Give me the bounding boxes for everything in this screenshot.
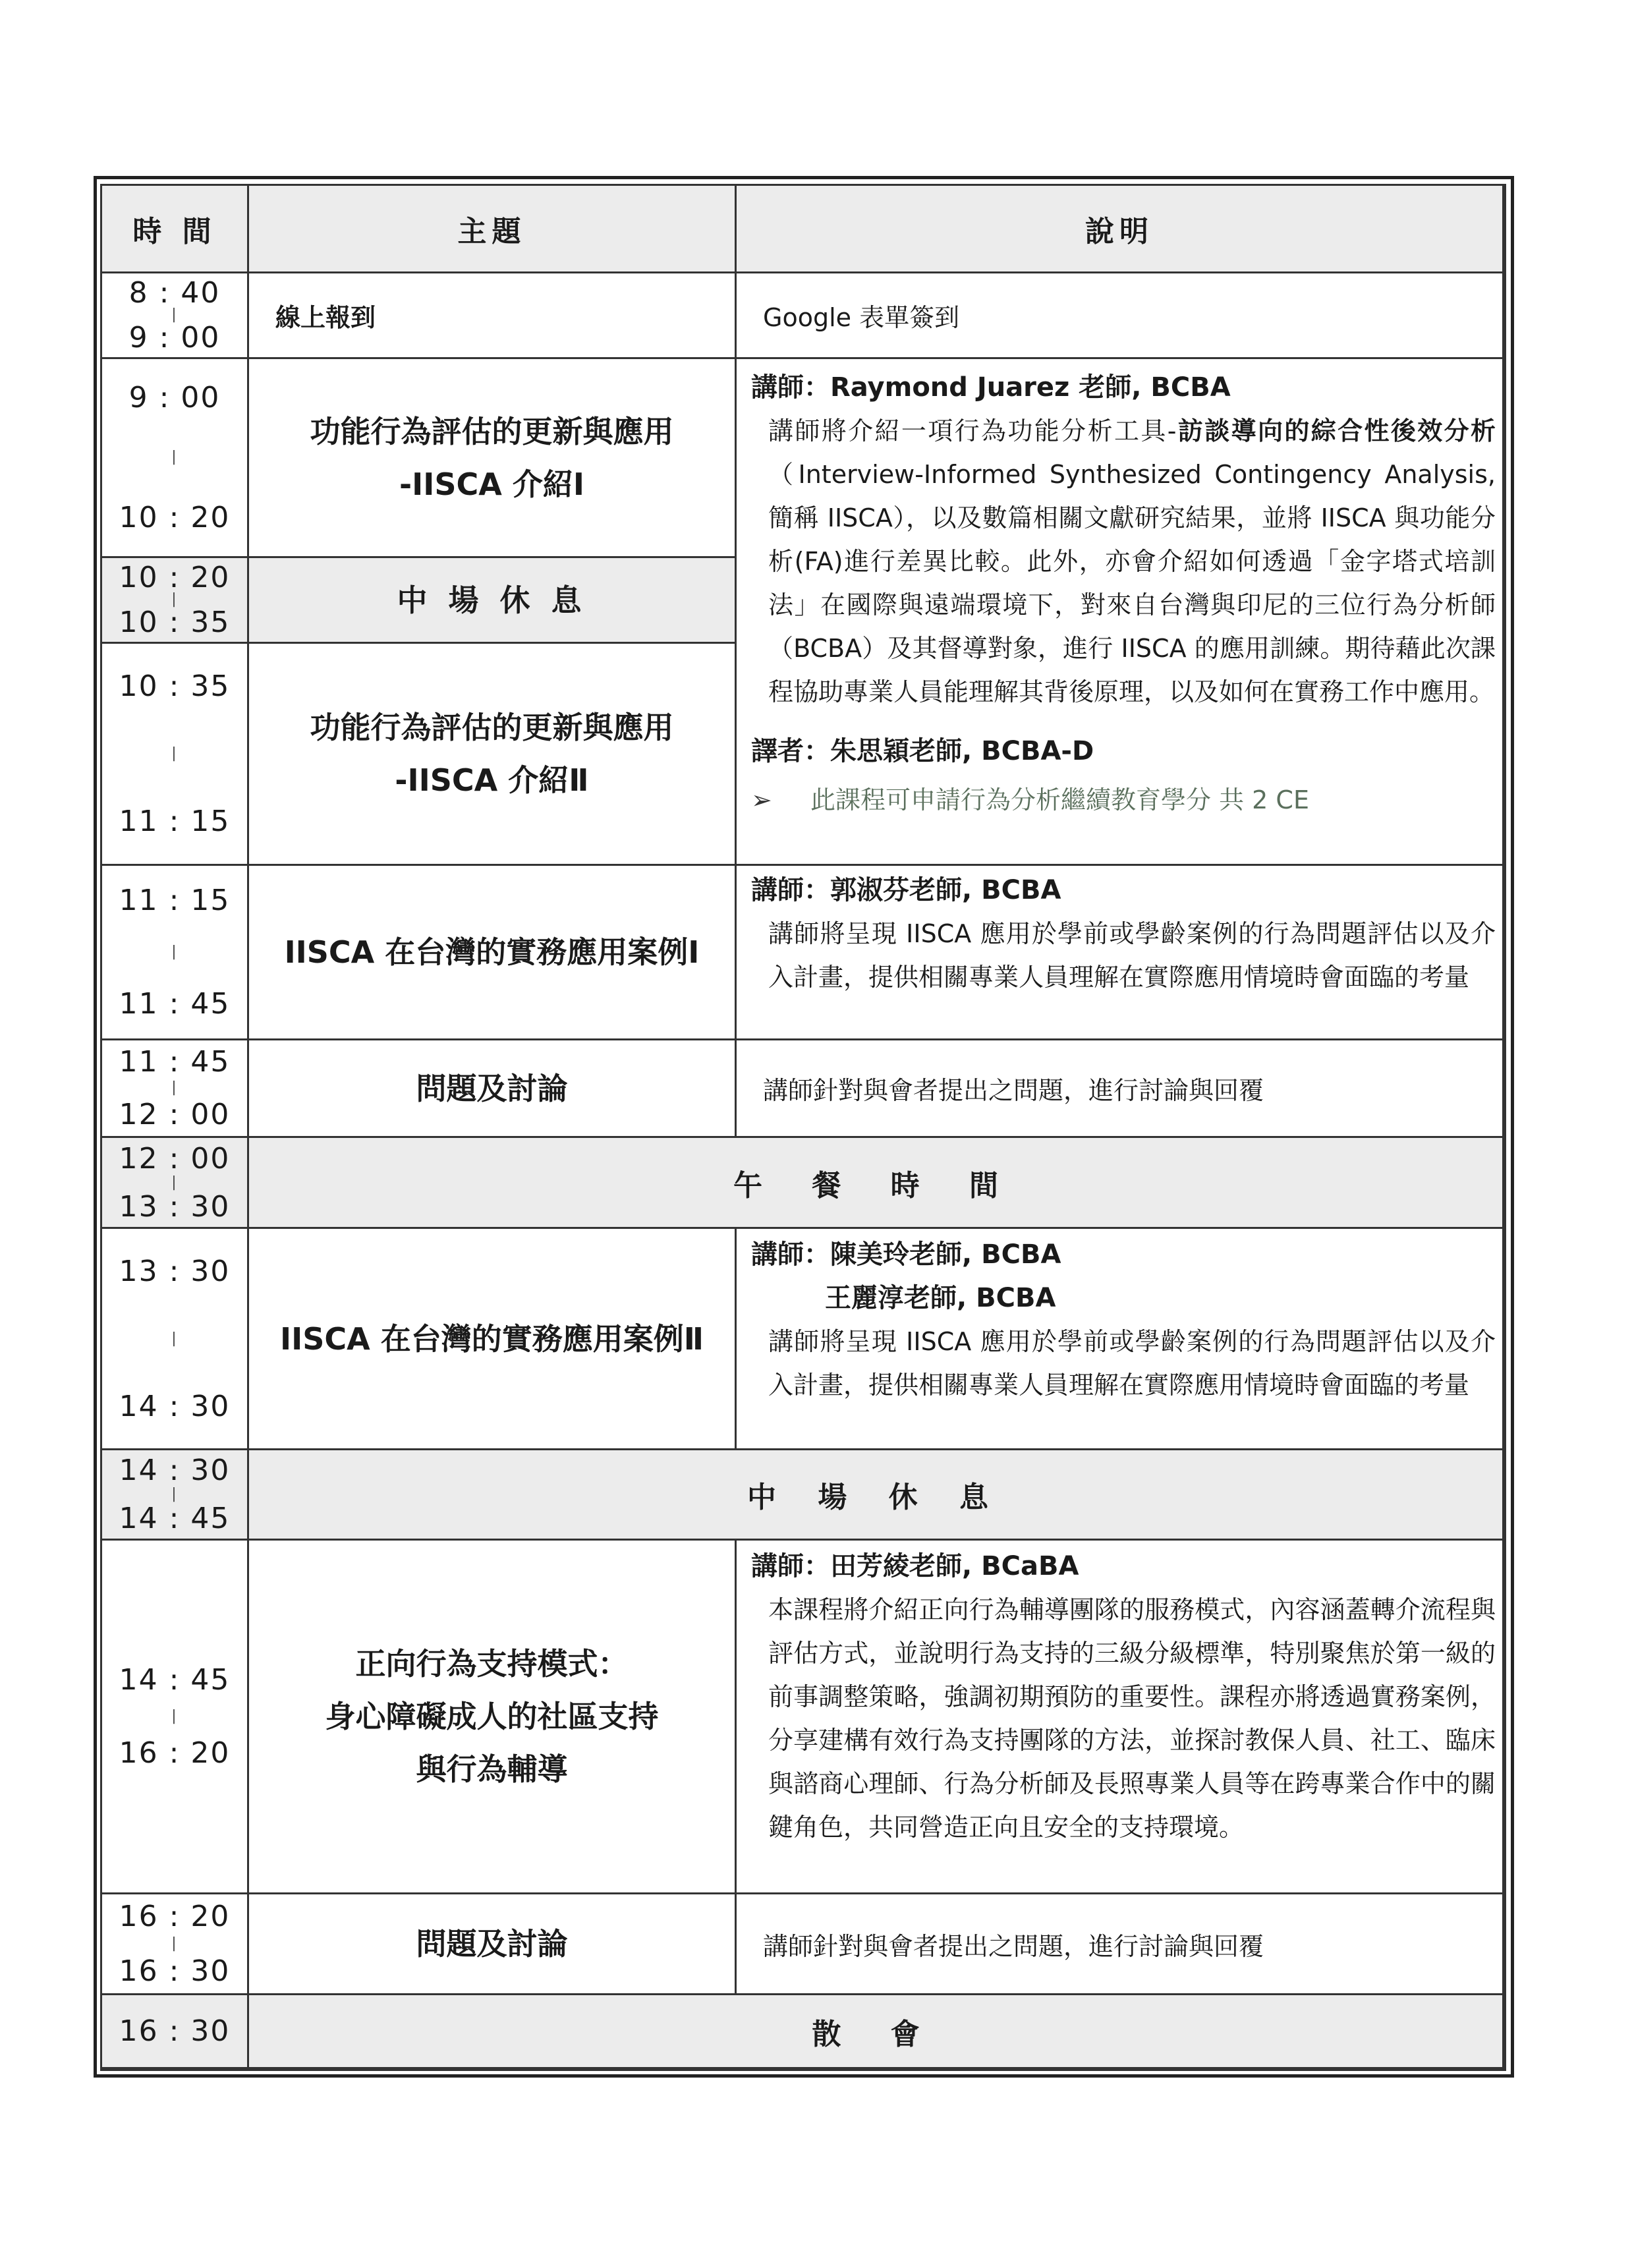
description-body: 本課程將介紹正向行為輔導團隊的服務模式，內容涵蓋轉介流程與評估方式，並說明行為支持的三級分級標準，特別聚焦於第一級的前事調整策略，強調初期預防的重要性。課程亦將透過實務案例，分享建構有效行為支持團隊的方法，並探討教保人員、社工、臨床與諮商心理師、行為分析師及長照專業人員等在跨專業合作中的關鍵角色，共同營造正向且安全的支持環境。	[768, 1595, 1496, 1842]
desc-cell	[737, 1229, 1504, 1450]
topic-cell	[249, 1541, 737, 1894]
end-cell: 散 會	[249, 1995, 1504, 2069]
time-start: 9 : 00	[128, 380, 221, 414]
description-emphasis: 訪談導向的綜合性後效分析	[1176, 416, 1496, 445]
time-end: 14 : 30	[119, 1389, 231, 1423]
time-cell	[102, 1995, 249, 2069]
time-cell	[102, 1138, 249, 1229]
time-start: 11 : 45	[119, 1045, 231, 1079]
time-start: 14 : 30	[119, 1454, 231, 1488]
header-time: 時 間	[102, 186, 249, 273]
time-separator: |	[171, 306, 178, 324]
desc-cell: Google 表單簽到	[737, 273, 1504, 359]
time-end: 10 : 20	[119, 501, 231, 535]
time-end: 9 : 00	[128, 320, 221, 354]
time-separator: |	[171, 943, 178, 960]
topic-line: -IISCA 介紹Ⅱ	[395, 762, 589, 798]
time-cell	[102, 1229, 249, 1450]
header-desc: 說明	[737, 186, 1504, 273]
topic-cell: 問題及討論	[249, 1894, 737, 1995]
ce-text: 此課程可申請行為分析繼續教育學分 共 2 CE	[810, 785, 1309, 814]
time-end: 14 : 45	[119, 1501, 231, 1535]
time-separator: |	[171, 449, 178, 466]
time-separator: |	[171, 745, 178, 762]
time-start: 10 : 20	[119, 561, 231, 595]
time-end: 16 : 20	[119, 1736, 231, 1770]
topic-line: 功能行為評估的更新與應用	[310, 710, 674, 745]
translator: 譯者：朱思穎老師, BCBA-D	[751, 736, 1094, 766]
description-text: 講師將介紹一項行為功能分析工具-	[768, 416, 1177, 445]
arrow-bullet-icon: ➢	[751, 785, 772, 814]
time-end: 12 : 00	[119, 1097, 231, 1131]
lecturer: 講師：Raymond Juarez 老師, BCBA	[751, 372, 1231, 403]
lecturer: 講師：郭淑芬老師, BCBA	[751, 875, 1061, 905]
time-start: 16 : 30	[119, 2014, 231, 2048]
topic-line: -IISCA 介紹Ⅰ	[399, 466, 584, 502]
time-separator: |	[171, 1079, 178, 1096]
time-cell	[102, 1541, 249, 1894]
description-body: 講師將呈現 IISCA 應用於學前或學齡案例的行為問題評估以及介入計畫，提供相關專業人員理解在實際應用情境時會面臨的考量	[768, 919, 1496, 992]
topic-cell: 問題及討論	[249, 1040, 737, 1138]
topic-line: 與行為輔導	[416, 1751, 568, 1787]
topic-cell: IISCA 在台灣的實務應用案例Ⅱ	[249, 1229, 737, 1450]
time-start: 10 : 35	[119, 669, 231, 703]
time-separator: |	[171, 1330, 178, 1347]
time-cell	[102, 866, 249, 1040]
time-cell	[102, 1040, 249, 1138]
header-topic: 主題	[249, 186, 737, 273]
topic-cell	[249, 644, 737, 866]
lecturer: 講師：田芳綾老師, BCaBA	[751, 1551, 1079, 1581]
break-cell: 中 場 休 息	[249, 558, 737, 644]
topic-cell	[249, 359, 737, 558]
desc-cell: 講師針對與會者提出之問題，進行討論與回覆	[737, 1894, 1504, 1995]
time-start: 16 : 20	[119, 1900, 231, 1933]
time-cell	[102, 558, 249, 644]
description-body: 講師將呈現 IISCA 應用於學前或學齡案例的行為問題評估以及介入計畫，提供相關專業人員理解在實際應用情境時會面臨的考量	[768, 1327, 1496, 1400]
topic-cell: 線上報到	[249, 273, 737, 359]
time-separator: |	[171, 1485, 178, 1502]
time-start: 12 : 00	[119, 1141, 231, 1176]
topic-cell: IISCA 在台灣的實務應用案例Ⅰ	[249, 866, 737, 1040]
time-cell	[102, 273, 249, 359]
time-start: 11 : 15	[119, 883, 231, 917]
lunch-cell: 午 餐 時 間	[249, 1138, 1504, 1229]
ce-credit-note	[751, 778, 1496, 822]
time-cell	[102, 644, 249, 866]
desc-cell	[737, 1541, 1504, 1894]
topic-line: 身心障礙成人的社區支持	[325, 1699, 659, 1734]
time-separator: |	[171, 1708, 178, 1724]
time-separator: |	[171, 1174, 178, 1191]
time-cell	[102, 1894, 249, 1995]
lecturer: 講師：陳美玲老師, BCBA	[751, 1239, 1061, 1270]
time-end: 11 : 45	[119, 987, 231, 1021]
time-separator: |	[171, 1935, 178, 1952]
time-cell	[102, 1450, 249, 1541]
description-body	[751, 409, 1496, 714]
time-end: 10 : 35	[119, 605, 231, 639]
topic-line: 功能行為評估的更新與應用	[310, 413, 674, 449]
time-start: 14 : 45	[119, 1663, 231, 1697]
time-end: 16 : 30	[119, 1954, 231, 1988]
time-start: 8 : 40	[128, 276, 221, 310]
time-separator: |	[171, 591, 178, 608]
desc-cell	[737, 866, 1504, 1040]
desc-cell: 講師針對與會者提出之問題，進行討論與回覆	[737, 1040, 1504, 1138]
break-cell: 中 場 休 息	[249, 1450, 1504, 1541]
desc-cell-iisca	[737, 359, 1504, 866]
time-cell	[102, 359, 249, 558]
time-end: 13 : 30	[119, 1189, 231, 1224]
description-text: （Interview-Informed Synthesized Contingency Analysis, 簡稱 IISCA），以及數篇相關文獻研究結果，並將 IISCA 與功能分析(FA)進行差異比較。此外，亦會介紹如何透過「金字塔式培訓法」在國際與遠端環境下，對來自台灣與印尼的三位行為分析師（BCBA）及其督導對象，進行 IISCA 的應用訓練。期待藉此次課程協助專業人員能理解其背後原理，以及如何在實務工作中應用。	[768, 460, 1496, 706]
time-start: 13 : 30	[119, 1254, 231, 1288]
topic-line: 正向行為支持模式：	[355, 1646, 629, 1682]
time-end: 11 : 15	[119, 805, 231, 839]
lecturer: 王麗淳老師, BCBA	[825, 1283, 1056, 1313]
